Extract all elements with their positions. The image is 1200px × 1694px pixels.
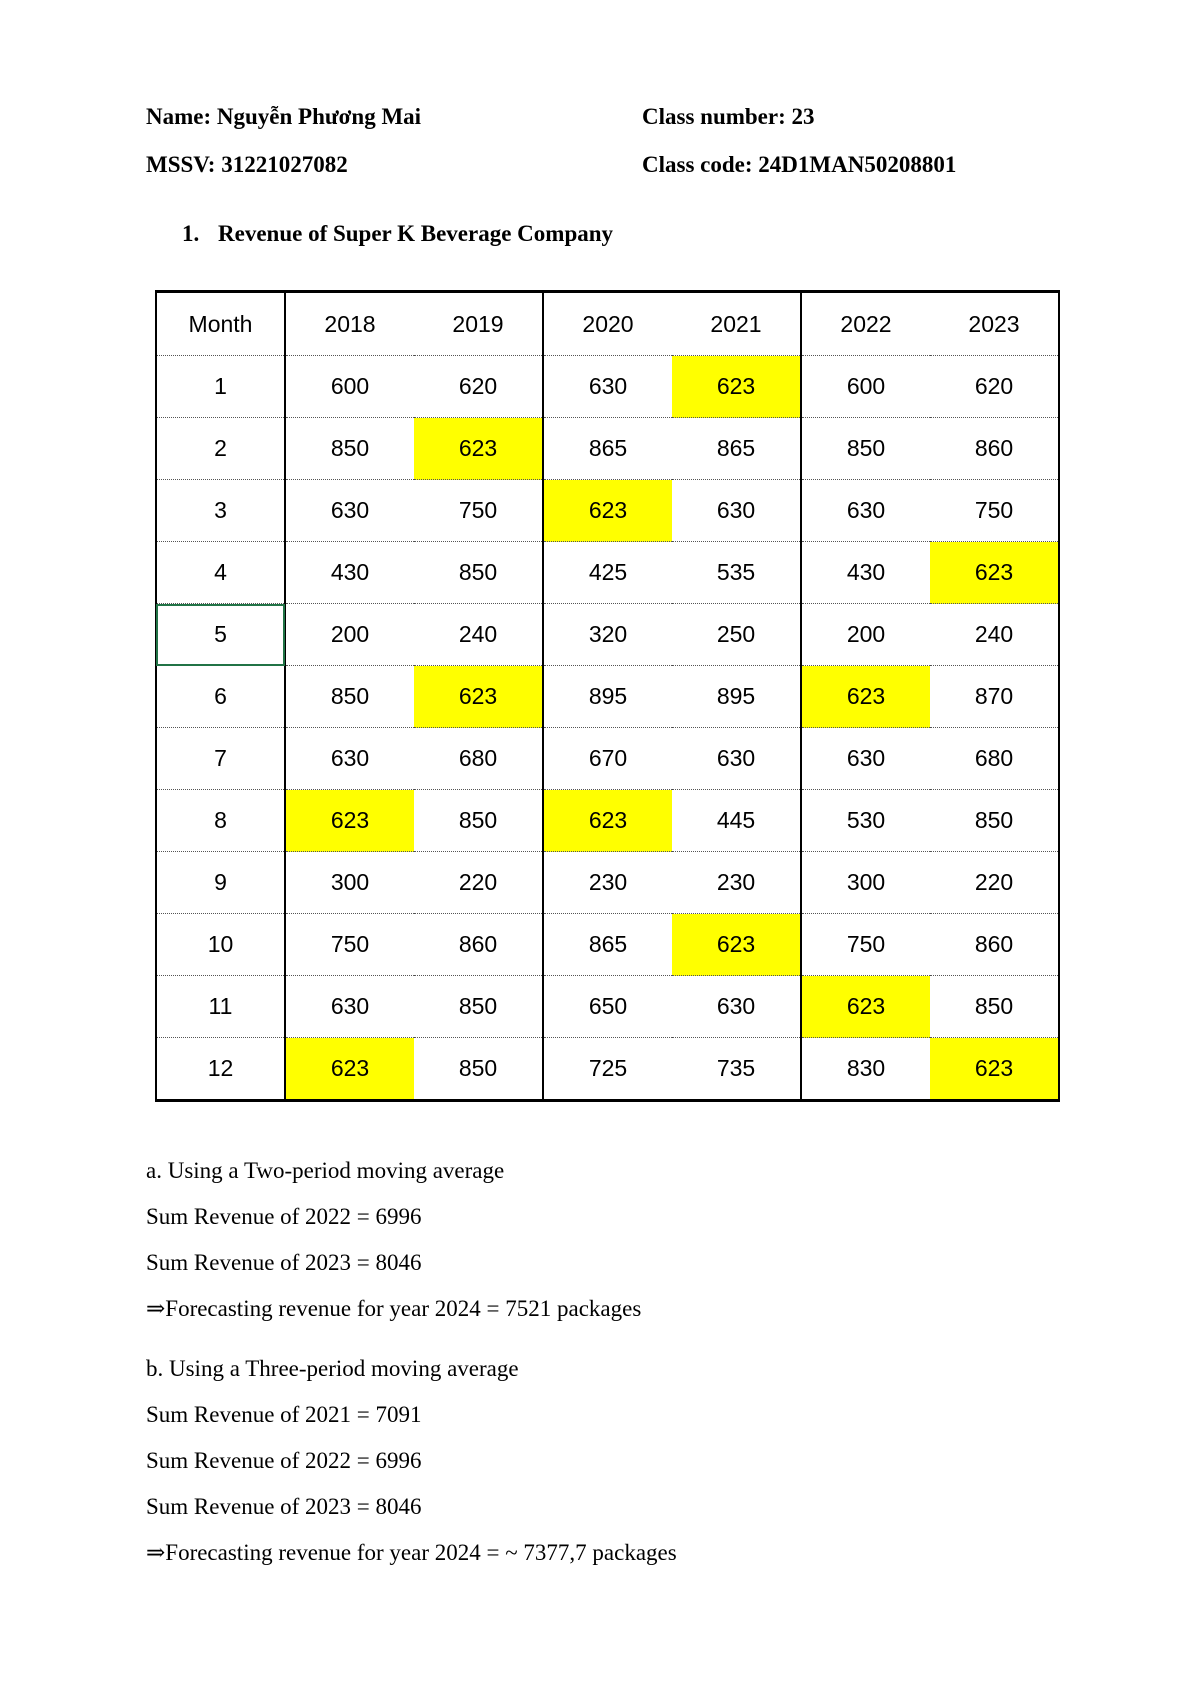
revenue-cell[interactable]: 200 — [285, 604, 414, 666]
revenue-cell[interactable]: 230 — [543, 852, 672, 914]
revenue-cell[interactable]: 623 — [801, 666, 930, 728]
month-cell[interactable]: 5 — [156, 604, 285, 666]
revenue-cell[interactable]: 250 — [672, 604, 801, 666]
revenue-table — [155, 290, 1060, 1102]
month-cell[interactable]: 6 — [156, 666, 285, 728]
table-row — [156, 976, 1059, 1038]
revenue-cell[interactable]: 620 — [930, 356, 1059, 418]
revenue-cell[interactable]: 200 — [801, 604, 930, 666]
column-header-month: Month — [156, 292, 285, 356]
table-row — [156, 1038, 1059, 1101]
revenue-cell[interactable]: 600 — [285, 356, 414, 418]
revenue-cell[interactable]: 865 — [543, 418, 672, 480]
revenue-cell[interactable]: 860 — [930, 418, 1059, 480]
revenue-cell[interactable]: 623 — [285, 790, 414, 852]
part-b-line-3: Sum Revenue of 2023 = 8046 — [146, 1494, 422, 1519]
table-row — [156, 728, 1059, 790]
revenue-cell[interactable]: 623 — [801, 976, 930, 1038]
revenue-cell[interactable]: 850 — [801, 418, 930, 480]
part-a-heading: a. Using a Two-period moving average — [146, 1158, 505, 1183]
revenue-cell[interactable]: 240 — [414, 604, 543, 666]
section-heading — [182, 221, 613, 247]
revenue-cell[interactable]: 860 — [930, 914, 1059, 976]
revenue-cell[interactable]: 623 — [672, 914, 801, 976]
table-row — [156, 542, 1059, 604]
revenue-cell[interactable]: 623 — [672, 356, 801, 418]
student-name — [146, 104, 421, 130]
table-row — [156, 914, 1059, 976]
name-label: Name: — [146, 104, 212, 129]
mssv-label: MSSV: — [146, 152, 216, 177]
revenue-cell[interactable]: 830 — [801, 1038, 930, 1101]
revenue-cell[interactable]: 623 — [543, 790, 672, 852]
table-header-row — [156, 292, 1059, 356]
revenue-cell[interactable]: 220 — [930, 852, 1059, 914]
revenue-cell[interactable]: 750 — [930, 480, 1059, 542]
part-a-line-2: Sum Revenue of 2023 = 8046 — [146, 1250, 422, 1275]
column-header-year: 2020 — [543, 292, 672, 356]
revenue-cell[interactable]: 850 — [414, 790, 543, 852]
revenue-cell[interactable]: 670 — [543, 728, 672, 790]
revenue-cell[interactable]: 850 — [285, 418, 414, 480]
month-cell[interactable]: 4 — [156, 542, 285, 604]
class-code-label: Class code: — [642, 152, 753, 177]
revenue-cell[interactable]: 620 — [414, 356, 543, 418]
table-row — [156, 666, 1059, 728]
revenue-cell[interactable]: 623 — [543, 480, 672, 542]
revenue-cell[interactable]: 623 — [930, 1038, 1059, 1101]
revenue-cell[interactable]: 850 — [930, 976, 1059, 1038]
revenue-cell[interactable]: 623 — [414, 666, 543, 728]
revenue-cell[interactable]: 725 — [543, 1038, 672, 1101]
revenue-cell[interactable]: 850 — [285, 666, 414, 728]
revenue-cell[interactable]: 430 — [285, 542, 414, 604]
revenue-cell[interactable]: 220 — [414, 852, 543, 914]
revenue-cell[interactable]: 650 — [543, 976, 672, 1038]
revenue-cell[interactable]: 530 — [801, 790, 930, 852]
revenue-cell[interactable]: 320 — [543, 604, 672, 666]
revenue-cell[interactable]: 895 — [543, 666, 672, 728]
revenue-cell[interactable]: 623 — [414, 418, 543, 480]
name-value: Nguyễn Phương Mai — [216, 104, 422, 129]
part-b-line-2: Sum Revenue of 2022 = 6996 — [146, 1448, 422, 1473]
month-cell[interactable]: 8 — [156, 790, 285, 852]
revenue-cell[interactable]: 850 — [414, 976, 543, 1038]
table-row — [156, 356, 1059, 418]
revenue-cell[interactable]: 680 — [930, 728, 1059, 790]
revenue-cell[interactable]: 630 — [285, 728, 414, 790]
revenue-cell[interactable]: 630 — [285, 976, 414, 1038]
class-number-label: Class number: — [642, 104, 786, 129]
revenue-cell[interactable]: 680 — [414, 728, 543, 790]
revenue-cell[interactable]: 630 — [543, 356, 672, 418]
revenue-cell[interactable]: 630 — [672, 976, 801, 1038]
month-cell[interactable]: 2 — [156, 418, 285, 480]
month-cell[interactable]: 10 — [156, 914, 285, 976]
revenue-cell[interactable]: 630 — [801, 728, 930, 790]
class-number-value: 23 — [791, 104, 815, 129]
month-cell[interactable]: 7 — [156, 728, 285, 790]
revenue-cell[interactable]: 430 — [801, 542, 930, 604]
revenue-cell[interactable]: 630 — [801, 480, 930, 542]
revenue-cell[interactable]: 850 — [414, 542, 543, 604]
section-number: 1. — [182, 221, 200, 246]
revenue-cell[interactable]: 750 — [414, 480, 543, 542]
table-row — [156, 852, 1059, 914]
table-row — [156, 480, 1059, 542]
month-cell[interactable]: 1 — [156, 356, 285, 418]
part-a-forecast: ⇒Forecasting revenue for year 2024 = 7521 packages — [146, 1296, 642, 1321]
revenue-cell[interactable]: 630 — [285, 480, 414, 542]
revenue-cell[interactable]: 850 — [414, 1038, 543, 1101]
revenue-cell[interactable]: 535 — [672, 542, 801, 604]
revenue-cell[interactable]: 630 — [672, 728, 801, 790]
month-cell[interactable]: 3 — [156, 480, 285, 542]
mssv-value: 31221027082 — [221, 152, 348, 177]
table-row — [156, 418, 1059, 480]
class-code-value: 24D1MAN50208801 — [758, 152, 957, 177]
revenue-cell[interactable]: 600 — [801, 356, 930, 418]
month-cell[interactable]: 12 — [156, 1038, 285, 1101]
revenue-cell[interactable]: 623 — [285, 1038, 414, 1101]
revenue-cell[interactable]: 623 — [930, 542, 1059, 604]
revenue-cell[interactable]: 230 — [672, 852, 801, 914]
revenue-cell[interactable]: 865 — [543, 914, 672, 976]
table-row — [156, 790, 1059, 852]
revenue-cell[interactable]: 425 — [543, 542, 672, 604]
column-header-year: 2022 — [801, 292, 930, 356]
class-number — [642, 104, 815, 130]
section-title: Revenue of Super K Beverage Company — [218, 221, 614, 246]
revenue-cell[interactable]: 895 — [672, 666, 801, 728]
part-a-line-1: Sum Revenue of 2022 = 6996 — [146, 1204, 422, 1229]
revenue-cell[interactable]: 735 — [672, 1038, 801, 1101]
revenue-table-body — [156, 292, 1059, 1101]
revenue-cell[interactable]: 865 — [672, 418, 801, 480]
month-cell[interactable]: 9 — [156, 852, 285, 914]
part-b-forecast: ⇒Forecasting revenue for year 2024 = ~ 7377,7 packages — [146, 1540, 677, 1565]
column-header-year: 2019 — [414, 292, 543, 356]
part-b-line-1: Sum Revenue of 2021 = 7091 — [146, 1402, 422, 1427]
month-cell[interactable]: 11 — [156, 976, 285, 1038]
revenue-cell[interactable]: 300 — [285, 852, 414, 914]
table-row — [156, 604, 1059, 666]
part-b-heading: b. Using a Three-period moving average — [146, 1356, 519, 1381]
column-header-year: 2018 — [285, 292, 414, 356]
revenue-cell[interactable]: 240 — [930, 604, 1059, 666]
class-code — [642, 152, 956, 178]
column-header-year: 2021 — [672, 292, 801, 356]
revenue-cell[interactable]: 860 — [414, 914, 543, 976]
column-header-year: 2023 — [930, 292, 1059, 356]
student-id — [146, 152, 348, 178]
revenue-cell[interactable]: 850 — [930, 790, 1059, 852]
revenue-cell[interactable]: 750 — [801, 914, 930, 976]
revenue-cell[interactable]: 630 — [672, 480, 801, 542]
revenue-cell[interactable]: 445 — [672, 790, 801, 852]
revenue-cell[interactable]: 750 — [285, 914, 414, 976]
revenue-cell[interactable]: 300 — [801, 852, 930, 914]
revenue-cell[interactable]: 870 — [930, 666, 1059, 728]
